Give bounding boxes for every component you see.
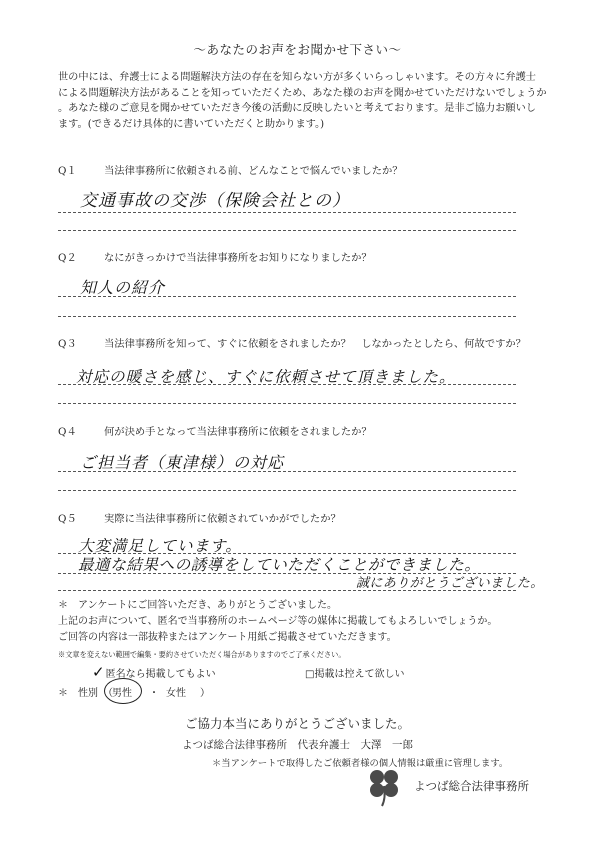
answer-1: 交通事故の交渉（保険会社との） [80,191,350,211]
question-1 [58,162,403,177]
question-4 [58,423,372,438]
gender-label: ＊ 性別 （ [58,688,113,699]
anonymous-ok-option[interactable] [92,663,216,681]
answer-line [58,403,516,404]
answer-line [58,490,516,491]
question-text: 実際に当法律事務所に依頼されていかがでしたか？ [104,513,341,525]
answer-2: 知人の紹介 [80,278,166,297]
fine-print: ※文章を変えない範囲で編集・要約させていただく場合がありますのでご了承ください。 [58,650,346,659]
answer-5-line-2: 最適な結果への誘導をしていただくことができました。 [78,556,481,574]
answer-line [58,212,516,213]
check-mark-icon: ✓ [92,663,105,681]
gender-male[interactable]: 男性 [112,688,132,699]
answer-line [58,230,516,231]
answer-4: ご担当者（東津様）の対応 [80,453,285,472]
question-text: 当法律事務所に依頼される前、どんなことで悩んでいましたか？ [104,165,403,177]
answer-line [58,590,516,591]
four-leaf-clover-icon [362,766,406,808]
option-label: 掲載は控えて欲しい [314,669,405,680]
decline-option[interactable] [305,665,404,680]
question-5 [58,510,341,525]
question-number: Q５ [58,513,77,525]
question-3 [58,335,526,350]
consent-detail: ご回答の内容は一部抜粋またはアンケート用紙ご掲載させていただきます。 [58,632,397,643]
answer-5-line-3: 誠にありがとうございました。 [356,576,544,591]
answer-line [58,296,516,297]
gender-separator: ・ [149,688,159,699]
thanks-note: ＊ アンケートにご回答いただき、ありがとうございました。 [58,600,337,611]
signature: よつば総合法律事務所 代表弁護士 大澤 一郎 [182,739,413,751]
question-number: Q３ [58,338,77,350]
intro-line: ます。(できるだけ具体的に書いていただくと助かります。) [58,118,325,130]
privacy-note: ＊当アンケートで取得したご依頼者様の個人情報は厳重に管理します。 [212,758,509,769]
firm-logo-text: よつば総合法律事務所 [414,779,529,793]
answer-line [58,573,516,574]
answer-3: 対応の暖さを感じ、すぐに依頼させて頂きました。 [76,368,456,386]
intro-line: 。あなた様のご意見を聞かせていただき今後の活動に反映したいと考えております。是非ご協力お願いし [58,103,536,114]
answer-line [58,384,516,385]
closing-thanks: ご協力本当にありがとうございました。 [184,716,410,731]
consent-question: 上記のお声について、匿名で当事務所のホームページ等の媒体に掲載してもよろしいでしょうか。 [58,616,498,627]
intro-line: による問題解決方法があることを知っていただくため、あなた様のお声を聞かせていただけないでしょうか [58,87,547,99]
gender-female[interactable]: 女性 [166,688,186,699]
question-number: Q４ [58,426,77,438]
question-text: 何が決め手となって当法律事務所に依頼をされましたか？ [104,426,372,438]
answer-line [58,553,516,554]
answer-line [58,471,516,472]
intro-paragraph [58,70,550,132]
option-label: 匿名なら掲載してもよい [105,669,216,680]
question-number: Q１ [58,165,77,177]
question-text: 当法律事務所を知って、すぐに依頼をされましたか？ しなかったとしたら、何故ですか？ [104,338,526,350]
answer-line [58,316,516,317]
question-number: Q２ [58,252,77,264]
answer-5-line-1: 大変満足しています。 [78,537,242,555]
question-text: なにがきっかけで当法律事務所をお知りになりましたか？ [104,252,372,264]
intro-line: 世の中には、弁護士による問題解決方法の存在を知らない方が多くいらっしゃいます。その方々に弁護士 [58,72,536,83]
gender-close: ） [200,688,210,699]
question-2 [58,249,372,264]
page-title: ～あなたのお声をお聞かせ下さい～ [193,42,402,57]
checkbox-icon: □ [305,669,315,680]
